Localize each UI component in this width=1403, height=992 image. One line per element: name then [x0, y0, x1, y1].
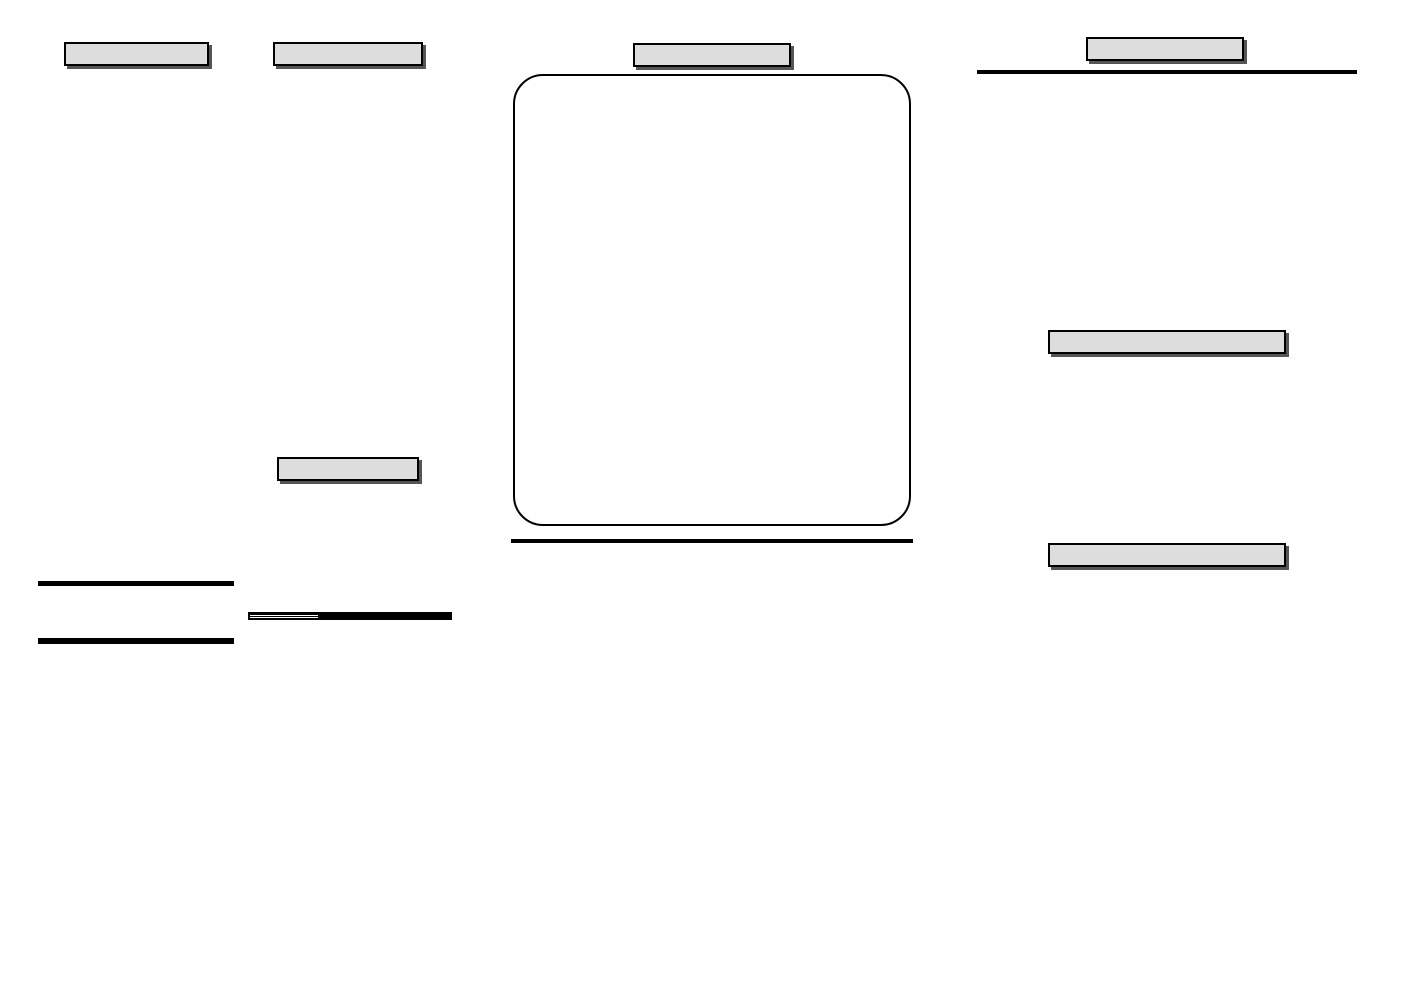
col-header — [1131, 71, 1175, 73]
header-sunday-morning — [64, 42, 209, 66]
table-row — [39, 584, 233, 586]
col-header — [1086, 71, 1130, 73]
cell — [512, 540, 712, 542]
weekly-stats-table — [511, 539, 913, 543]
cell — [712, 540, 912, 542]
header-wednesday — [277, 457, 419, 481]
cell — [136, 584, 233, 586]
col-header — [998, 71, 1042, 73]
table-row — [512, 540, 912, 542]
pastor-column-box — [513, 74, 911, 526]
col-header — [1263, 71, 1307, 73]
header-meeting-times — [1048, 543, 1286, 567]
next-duty-table — [248, 612, 452, 620]
table-row — [978, 71, 1356, 73]
header-cell-group — [1086, 37, 1244, 61]
cell — [39, 642, 136, 644]
study-list — [250, 178, 450, 193]
cell — [318, 618, 381, 620]
side-label — [978, 71, 998, 73]
cell-group-table — [977, 70, 1357, 74]
cell — [136, 642, 233, 644]
prayer-meeting-table — [38, 581, 234, 586]
table-row — [39, 642, 233, 644]
header-sunday-afternoon — [273, 42, 423, 66]
cell — [249, 617, 318, 620]
volunteer-table — [38, 638, 234, 644]
header-pastor-column — [633, 43, 791, 67]
header-bus — [1048, 330, 1286, 354]
col-header — [1175, 71, 1219, 73]
cell — [382, 618, 451, 620]
cell — [39, 584, 136, 586]
col-header — [1307, 71, 1356, 73]
col-header — [1219, 71, 1263, 73]
wed-details — [248, 533, 453, 539]
col-header — [1042, 71, 1086, 73]
